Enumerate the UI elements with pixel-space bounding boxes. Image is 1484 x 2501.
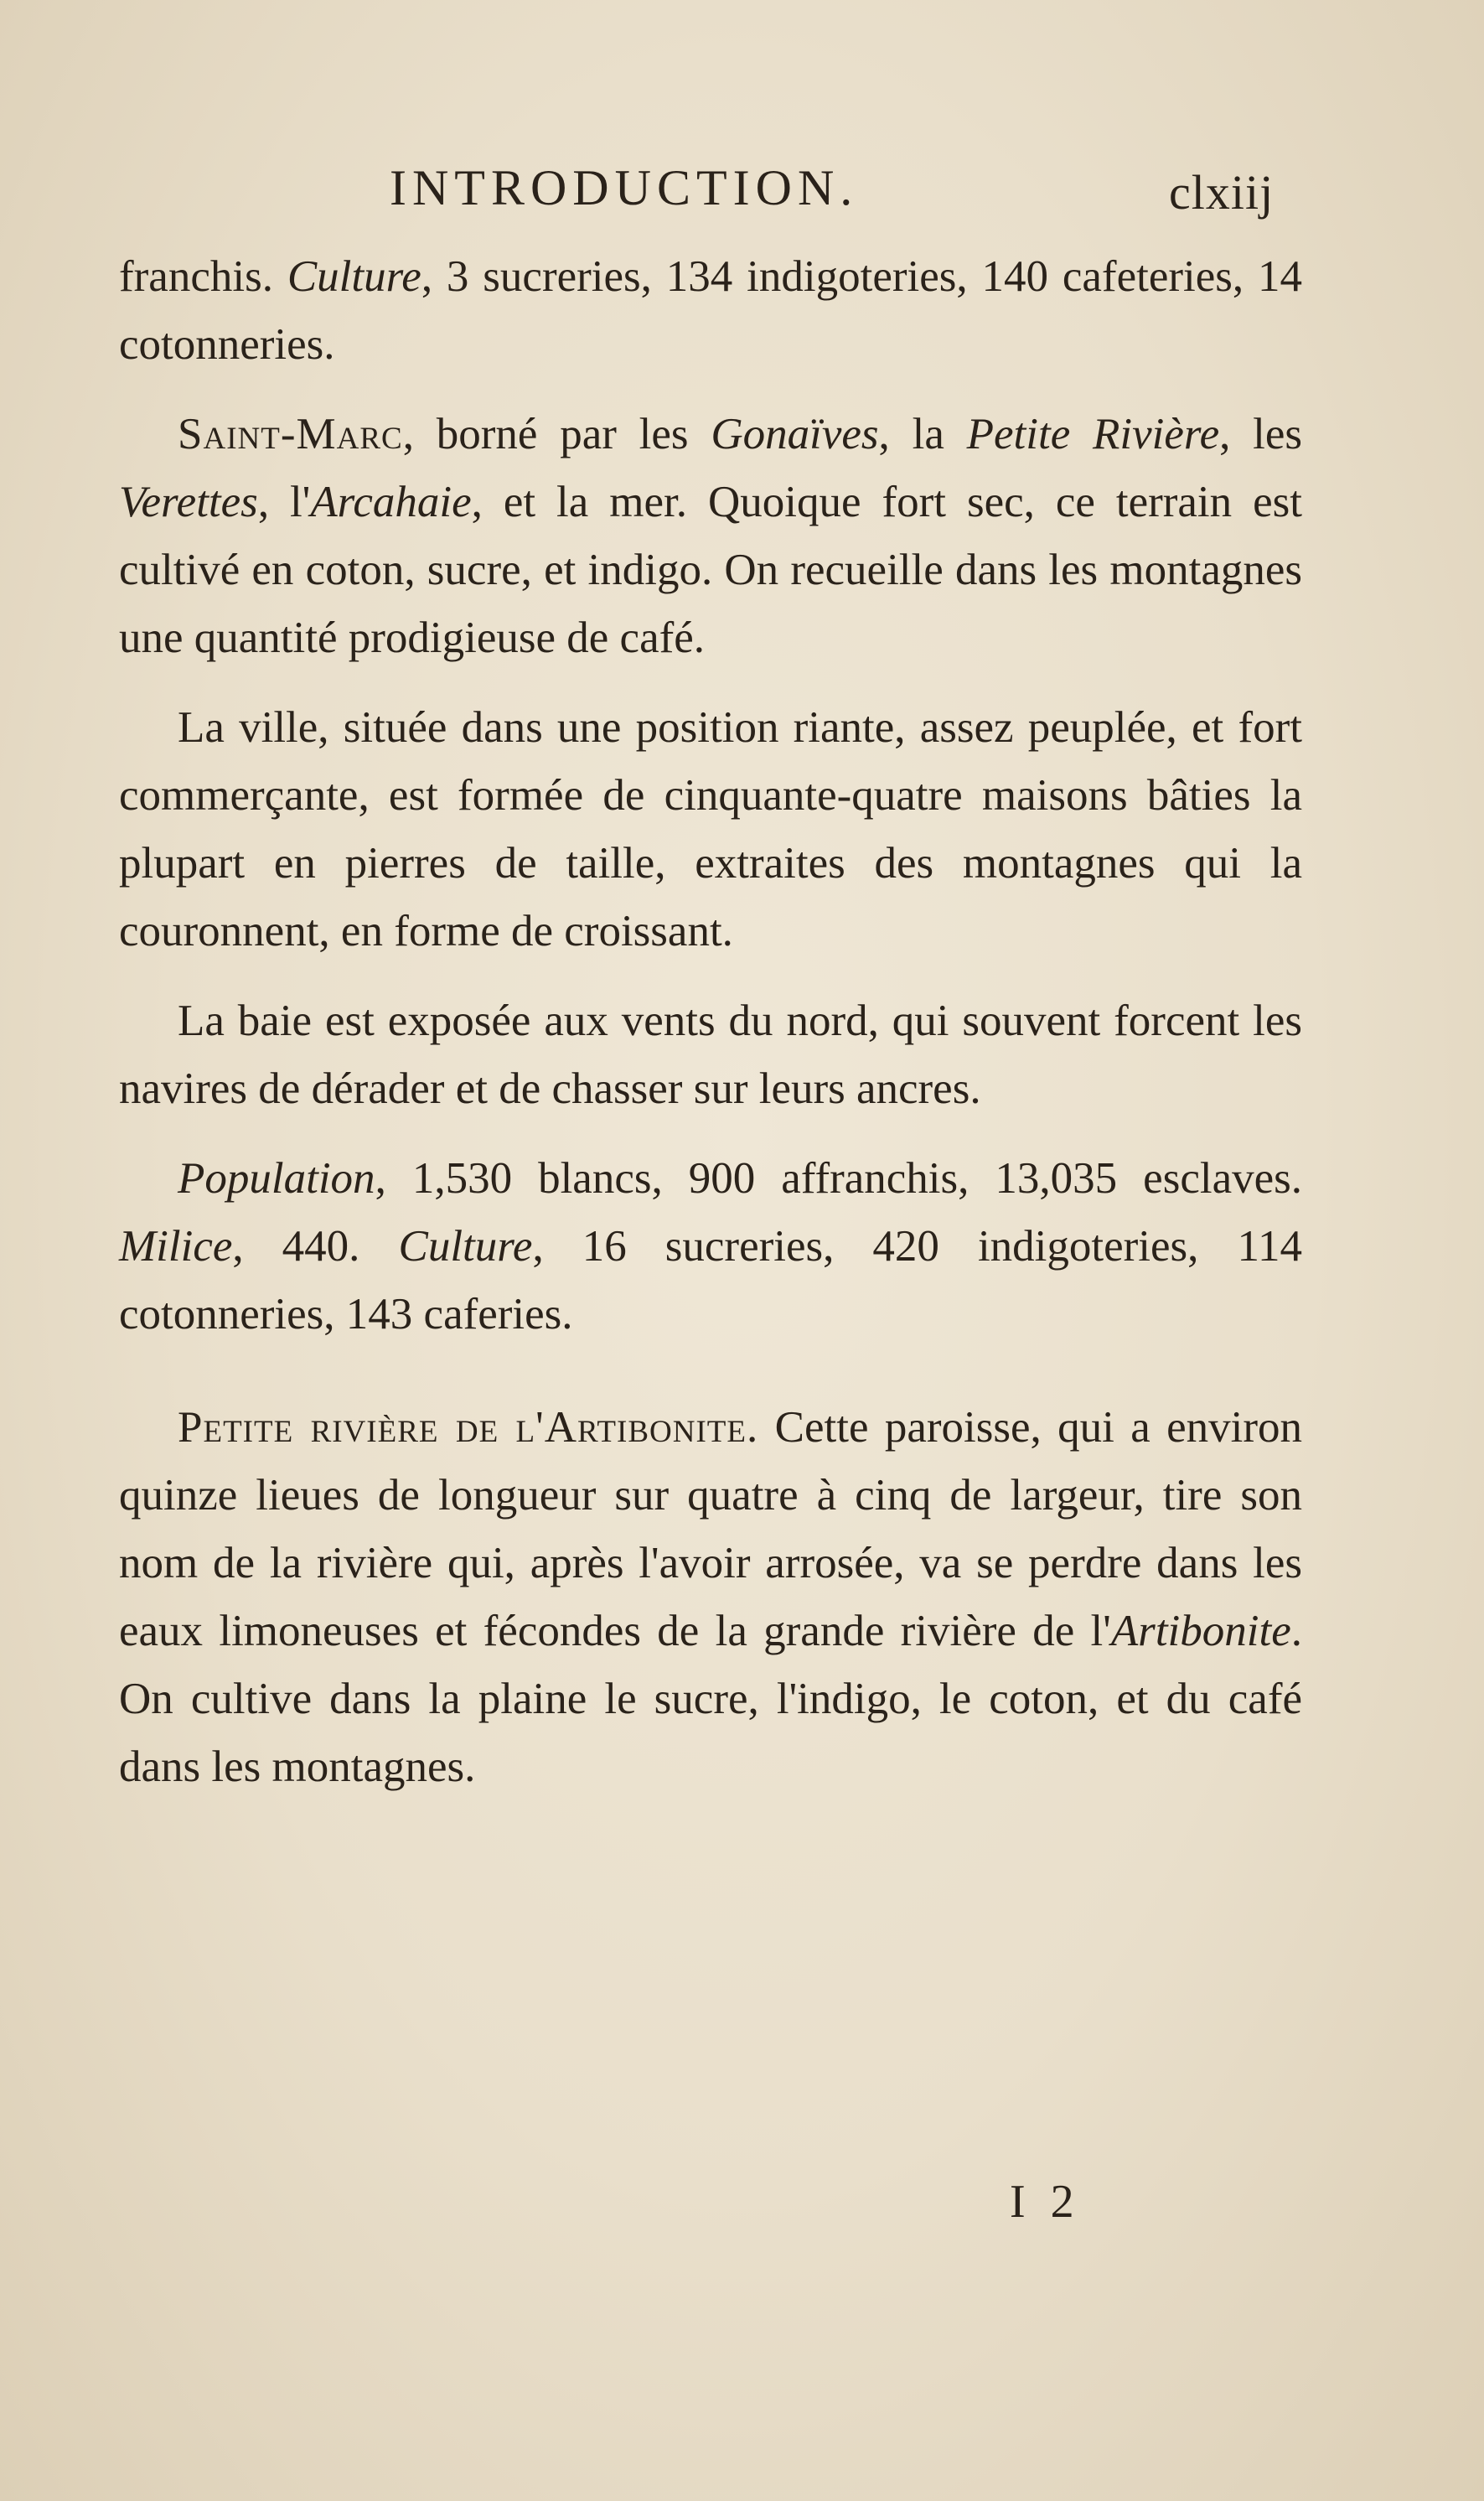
- small-caps-heading: Saint-Marc: [178, 410, 403, 458]
- italic-term: Verettes: [119, 478, 258, 526]
- text-run: , les: [1219, 410, 1303, 458]
- page-header: [0, 159, 1484, 226]
- text-run: , 1,530 blancs, 900 affranchis, 13,035 esclaves.: [375, 1154, 1302, 1203]
- running-title: INTRODUCTION.: [390, 160, 859, 215]
- paragraph-franchis: [119, 243, 1302, 379]
- text-run: , 440.: [232, 1222, 399, 1271]
- italic-term: Culture: [287, 252, 421, 301]
- italic-term: Arcahaie: [310, 478, 472, 526]
- text-run: . On cultive dans la plaine le sucre, l'indigo, le coton, et du café dans les montagnes.: [119, 1607, 1302, 1791]
- paragraph-saint-marc: [119, 401, 1302, 672]
- text-run: , 16 sucreries, 420 indigoteries, 114 cotonneries, 143 caferies.: [119, 1222, 1303, 1339]
- text-run: franchis.: [119, 252, 287, 301]
- paragraph-la-baie: [119, 987, 1302, 1123]
- page-number: clxiij: [1169, 165, 1275, 220]
- italic-term: Milice: [119, 1222, 233, 1271]
- text-run: , l': [257, 478, 311, 526]
- paragraph-population: [119, 1145, 1302, 1349]
- small-caps-heading: Petite rivière de l'Artibonite.: [178, 1403, 759, 1452]
- text-run: , borné par les: [402, 410, 711, 458]
- body-text: [119, 243, 1302, 1823]
- italic-term: Population: [178, 1154, 375, 1203]
- italic-term: Petite Rivière: [966, 410, 1220, 458]
- text-run: Cette paroisse, qui a environ quinze lieues de longueur sur quatre à cinq de largeur, tire son nom de la rivière qui, après l'avoir arrosée, va se perdre dans les eaux limoneuses et fécondes de la grande rivière de l': [119, 1403, 1302, 1655]
- text-run: La ville, située dans une position riante, assez peuplée, et fort commerçante, est formée de cinquante-quatre maisons bâties la plupart en pierres de taille, extraites des montagnes qui la couronnent, en forme de croissant.: [119, 703, 1302, 955]
- paragraph-petite-riviere: [119, 1394, 1302, 1801]
- text-run: , 3 sucreries, 134 indigoteries, 140 cafeteries, 14 cotonneries.: [119, 252, 1302, 369]
- text-run: , la: [878, 410, 967, 458]
- italic-term: Gonaïves: [711, 410, 879, 458]
- signature-mark: I 2: [1010, 2176, 1081, 2228]
- text-run: La baie est exposée aux vents du nord, qui souvent forcent les navires de dérader et de chasser sur leurs ancres.: [119, 997, 1302, 1113]
- paragraph-la-ville: [119, 694, 1302, 966]
- italic-term: Culture: [398, 1222, 533, 1271]
- italic-term: Artibonite: [1110, 1607, 1291, 1655]
- text-run: , et la mer. Quoique fort sec, ce terrain est cultivé en coton, sucre, et indigo. On recueille dans les montagnes une quantité prodigieuse de café.: [119, 478, 1302, 662]
